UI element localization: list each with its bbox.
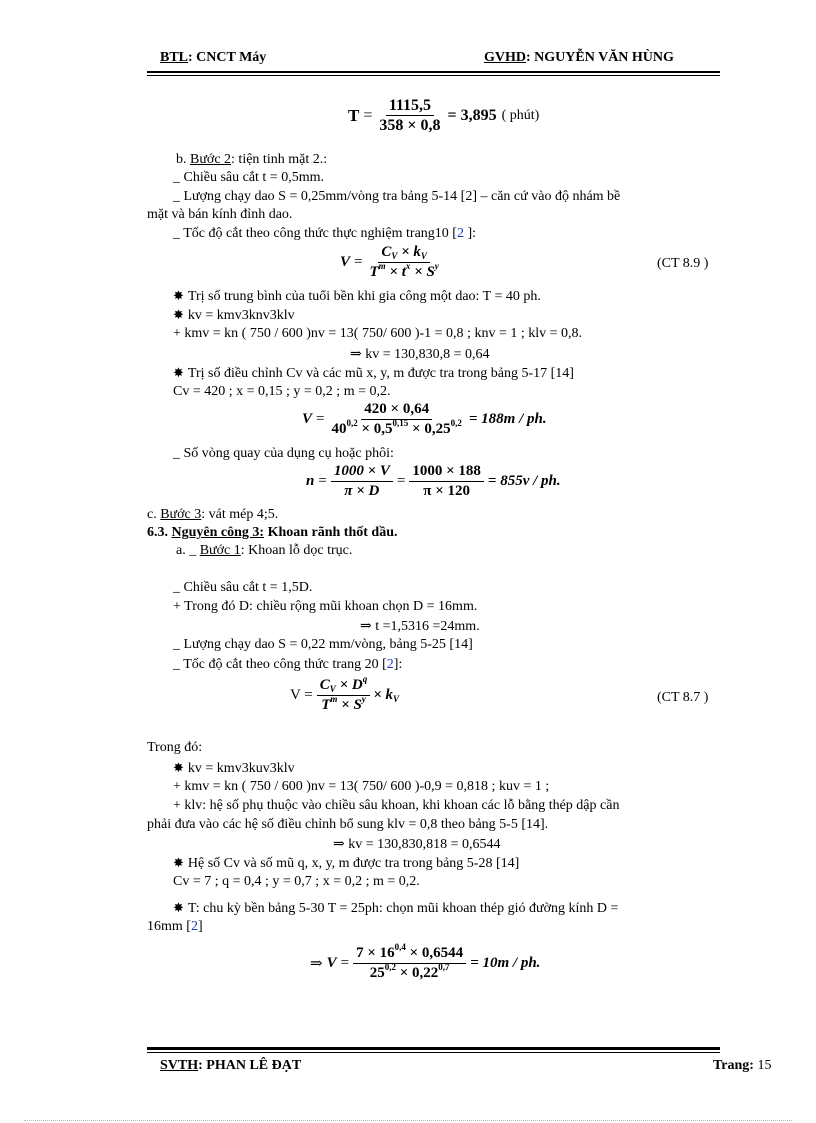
formula-t: T = $\frac{1115,5}{358 \times 0,8}$ = 3,895 ( phút) bbox=[348, 97, 540, 134]
feed3-line: _ Lượng chạy dao S = 0,22 mm/vòng, bảng 5-25 [14] bbox=[173, 637, 473, 652]
avg-life-text: Trị số trung bình của tuổi bền khi gia công một dao: T = 40 ph. bbox=[187, 289, 541, 304]
depth2-line: _ Chiều sâu cắt t = 1,5D. bbox=[173, 580, 313, 595]
ct87-label: (CT 8.7 ) bbox=[657, 690, 709, 705]
header-left-value: : CNCT Máy bbox=[188, 50, 267, 65]
t-life-text-2: 16mm [ bbox=[147, 919, 191, 934]
footer-rule-thin bbox=[147, 1052, 720, 1053]
where-label: Trong đó: bbox=[147, 740, 203, 755]
step-b-link: Bước 2 bbox=[190, 152, 232, 167]
formula-t-lhs: T bbox=[348, 105, 360, 125]
bullet-icon: ✸ bbox=[173, 365, 184, 380]
operation-title-underlined: Nguyên công 3: bbox=[171, 525, 265, 540]
speed-line bbox=[173, 226, 476, 242]
header-left bbox=[160, 50, 266, 66]
speed2-text-end: ]: bbox=[393, 657, 403, 672]
kv-result: ⇒ kv = 130,830,8 = 0,64 bbox=[350, 347, 490, 362]
step-a-prefix: a. _ bbox=[176, 543, 200, 558]
bullet-icon: ✸ bbox=[173, 855, 184, 870]
operation-title-rest: Khoan rãnh thốt dầu. bbox=[264, 525, 398, 540]
formula-v3-num-tail: × 0,6544 bbox=[405, 945, 464, 961]
header-right-value: : NGUYỄN VĂN HÙNG bbox=[526, 50, 674, 65]
formula-v1-result: = 188m / ph. bbox=[468, 411, 547, 427]
bullet-icon: ✸ bbox=[173, 760, 184, 775]
kv2-line bbox=[173, 760, 295, 777]
kv2-text: kv = kmv3kuv3klv bbox=[187, 761, 295, 776]
formula-n-den1: π × D bbox=[344, 483, 380, 499]
step-b-text: : tiện tinh mặt 2.: bbox=[231, 152, 328, 167]
step-c-text: : vát mép 4;5. bbox=[201, 507, 279, 522]
kv-line bbox=[173, 307, 295, 324]
operation-number: 6.3. bbox=[147, 525, 172, 540]
formula-t-den: 358 × 0,8 bbox=[379, 117, 441, 134]
footer-rule-thick bbox=[147, 1047, 720, 1050]
t-result: ⇒ t =1,5316 =24mm. bbox=[360, 619, 480, 634]
coef-text: Trị số điều chỉnh Cv và các mũ x, y, m được tra trong bảng 5-17 [14] bbox=[187, 366, 574, 381]
speed-text-end: ]: bbox=[463, 226, 477, 241]
t-life-line-1 bbox=[173, 900, 618, 917]
footer-page bbox=[713, 1058, 771, 1074]
formula-v-ct87: V = $\frac{C_V \times D^q}{T^m \times S^y}$ × $k_V$ bbox=[290, 674, 400, 713]
bullet-icon: ✸ bbox=[173, 288, 184, 303]
formula-v-ct89: V = $\frac{C_V \times k_V}{T^m \times t^x \times S^y}$ bbox=[340, 244, 439, 280]
formula-v3-result: = 10m / ph. bbox=[470, 955, 541, 971]
formula-n-num1: 1000 × V bbox=[331, 463, 393, 482]
operation-heading bbox=[147, 525, 398, 541]
bullet-icon: ✸ bbox=[173, 307, 184, 322]
footer-left-label: SVTH bbox=[160, 1058, 199, 1073]
t-life-text-end: ] bbox=[197, 919, 203, 934]
formula-t-num: 1115,5 bbox=[386, 97, 434, 116]
kmv-line: + kmv = kn ( 750 / 600 )nv = 13( 750/ 600 )-1 = 0,8 ; knv = 1 ; klv = 0,8. bbox=[173, 326, 583, 341]
formula-n-num2: 1000 × 188 bbox=[409, 463, 484, 482]
where-d-line: + Trong đó D: chiều rộng mũi khoan chọn D = 16mm. bbox=[173, 599, 478, 614]
speed2-ref: 2 bbox=[386, 657, 394, 672]
header-right bbox=[484, 50, 674, 66]
step-a bbox=[176, 543, 352, 559]
feed-line-2: mặt và bán kính đỉnh dao. bbox=[147, 207, 293, 222]
coef-line bbox=[173, 365, 574, 382]
step-c-link: Bước 3 bbox=[160, 507, 202, 522]
formula-v3: ⇒ V = $\frac{7 \times 16^{0,4} \times 0,6544}{25^{0,2} \times 0,22^{0,7}}$ = 10m / ph. bbox=[310, 942, 541, 981]
header-rule-thick bbox=[147, 71, 720, 73]
avg-life-line bbox=[173, 288, 541, 305]
bullet-icon: ✸ bbox=[173, 900, 184, 915]
t-life-line-2 bbox=[147, 919, 203, 935]
step-b bbox=[176, 152, 327, 168]
bottom-dotted-line bbox=[24, 1120, 792, 1121]
page-label: Trang: bbox=[713, 1058, 754, 1073]
t-life-text: T: chu kỳ bền bảng 5-30 T = 25ph: chọn mũi khoan thép gió đường kính D = bbox=[187, 901, 619, 916]
speed2-line bbox=[173, 657, 402, 673]
kmv2-line: + kmv = kn ( 750 / 600 )nv = 13( 750/ 600 )-0,9 = 0,818 ; kuv = 1 ; bbox=[173, 779, 550, 794]
step-a-link: Bước 1 bbox=[199, 543, 241, 558]
cv-line: Cv = 420 ; x = 0,15 ; y = 0,2 ; m = 0,2. bbox=[173, 384, 391, 399]
header-rule-thin bbox=[147, 75, 720, 76]
rpm-line: _ Số vòng quay của dụng cụ hoặc phôi: bbox=[173, 446, 394, 461]
page-number: 15 bbox=[757, 1058, 772, 1073]
formula-n: n = $\frac{1000 \times V}{\pi \times D}$ = $\frac{1000 \times 188}{\pi \times 120}$ = 855v / ph. bbox=[306, 463, 561, 499]
formula-v3-num: 7 × 16 bbox=[356, 945, 395, 961]
formula-n-den2: π × 120 bbox=[423, 483, 470, 499]
footer-left bbox=[160, 1058, 301, 1074]
formula-t-unit: ( phút) bbox=[501, 107, 540, 123]
footer-left-value: : PHAN LÊ ĐẠT bbox=[198, 1058, 302, 1073]
t-life-ref: 2 bbox=[190, 919, 198, 934]
formula-v3-num-exp: 0,4 bbox=[394, 942, 406, 952]
klv-line-1: + klv: hệ số phụ thuộc vào chiều sâu khoan, khi khoan các lỗ bằng thép dập cần bbox=[173, 798, 620, 813]
cv2-line: Cv = 7 ; q = 0,4 ; y = 0,7 ; x = 0,2 ; m = 0,2. bbox=[173, 874, 420, 889]
formula-t-result: = 3,895 bbox=[447, 106, 497, 124]
step-b-prefix: b. bbox=[176, 152, 190, 167]
step-c bbox=[147, 507, 278, 523]
ct89-label: (CT 8.9 ) bbox=[657, 256, 709, 271]
depth-line: _ Chiều sâu cắt t = 0,5mm. bbox=[173, 170, 324, 185]
formula-t-fraction bbox=[376, 97, 443, 134]
header-right-label: GVHD bbox=[484, 50, 526, 65]
coef2-text: Hệ số Cv và số mũ q, x, y, m được tra trong bảng 5-28 [14] bbox=[187, 856, 520, 871]
formula-v1: V = $\frac{420 \times 0,64}{40^{0,2} \times 0,5^{0,15} \times 0,25^{0,2}}$ = 188m / ph. bbox=[302, 401, 547, 437]
step-c-prefix: c. bbox=[147, 507, 161, 522]
klv-line-2: phải đưa vào các hệ số điều chỉnh bổ sung klv = 0,8 theo bảng 5-5 [14]. bbox=[147, 817, 549, 832]
header-left-label: BTL bbox=[160, 50, 189, 65]
kv-text: kv = kmv3knv3klv bbox=[187, 308, 295, 323]
kv2-result: ⇒ kv = 130,830,818 = 0,6544 bbox=[333, 837, 501, 852]
speed-ref: 2 bbox=[456, 226, 464, 241]
speed2-text: _ Tốc độ cắt theo công thức trang 20 [ bbox=[173, 657, 387, 672]
step-a-text: : Khoan lỗ dọc trục. bbox=[240, 543, 353, 558]
coef2-line bbox=[173, 855, 519, 872]
formula-n-result: = 855v / ph. bbox=[487, 473, 561, 489]
speed-text: _ Tốc độ cắt theo công thức thực nghiệm trang10 [ bbox=[173, 226, 457, 241]
formula-v1-num: 420 × 0,64 bbox=[361, 401, 432, 420]
feed-line-1: _ Lượng chạy dao S = 0,25mm/vòng tra bảng 5-14 [2] – căn cứ vào độ nhám bề bbox=[173, 189, 621, 204]
